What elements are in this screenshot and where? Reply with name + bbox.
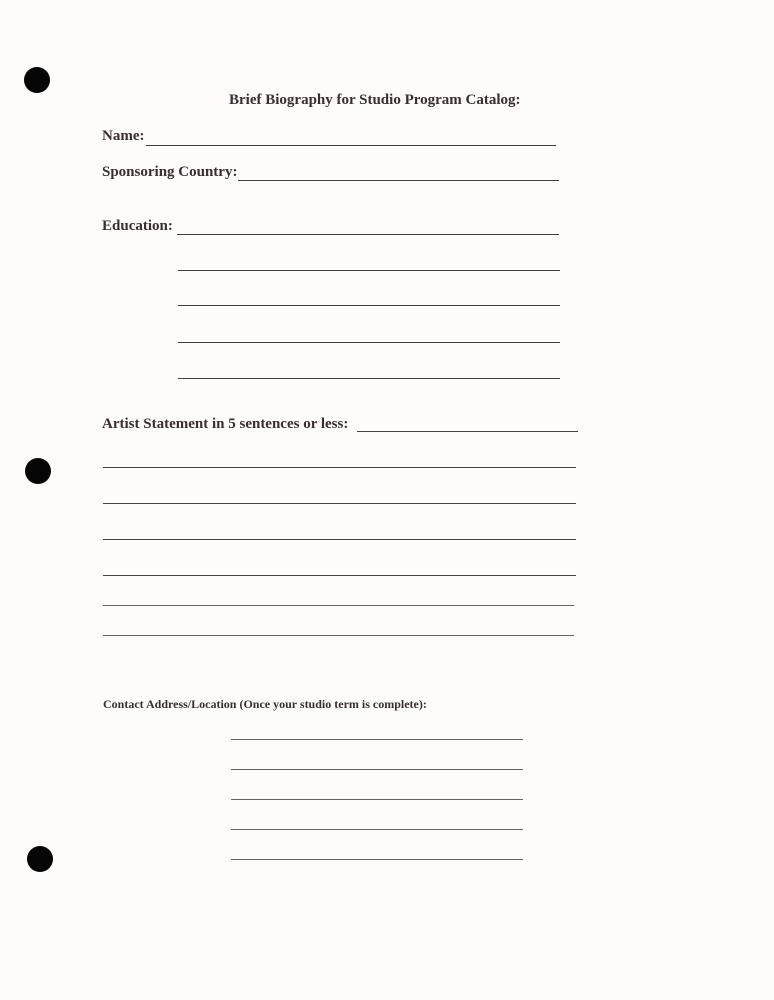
contact-line-5[interactable] (231, 859, 523, 860)
artist-statement-line-1[interactable] (103, 467, 576, 468)
artist-statement-line-2[interactable] (103, 503, 576, 504)
contact-line-3[interactable] (231, 799, 523, 800)
punch-hole-middle (25, 458, 51, 484)
name-label: Name: (102, 128, 145, 144)
punch-hole-bottom (27, 846, 53, 872)
education-line-3[interactable] (178, 305, 560, 306)
artist-statement-line-4[interactable] (103, 575, 576, 576)
artist-statement-line-0[interactable] (357, 431, 578, 432)
sponsoring-country-label: Sponsoring Country: (102, 164, 238, 180)
punch-hole-top (24, 67, 50, 93)
education-line-4[interactable] (178, 342, 560, 343)
education-line-5[interactable] (178, 378, 560, 379)
artist-statement-line-5[interactable] (103, 605, 574, 606)
name-line[interactable] (146, 145, 556, 146)
artist-statement-line-3[interactable] (103, 539, 576, 540)
contact-line-2[interactable] (231, 769, 523, 770)
education-line-1[interactable] (177, 234, 559, 235)
contact-line-1[interactable] (231, 739, 523, 740)
education-label: Education: (102, 218, 173, 234)
artist-statement-label: Artist Statement in 5 sentences or less: (102, 416, 349, 432)
sponsoring-country-line[interactable] (238, 180, 559, 181)
contact-address-label: Contact Address/Location (Once your studio term is complete): (103, 697, 427, 711)
education-line-2[interactable] (178, 270, 560, 271)
artist-statement-line-6[interactable] (103, 635, 574, 636)
form-title: Brief Biography for Studio Program Catalog: (229, 92, 521, 108)
contact-line-4[interactable] (231, 829, 523, 830)
